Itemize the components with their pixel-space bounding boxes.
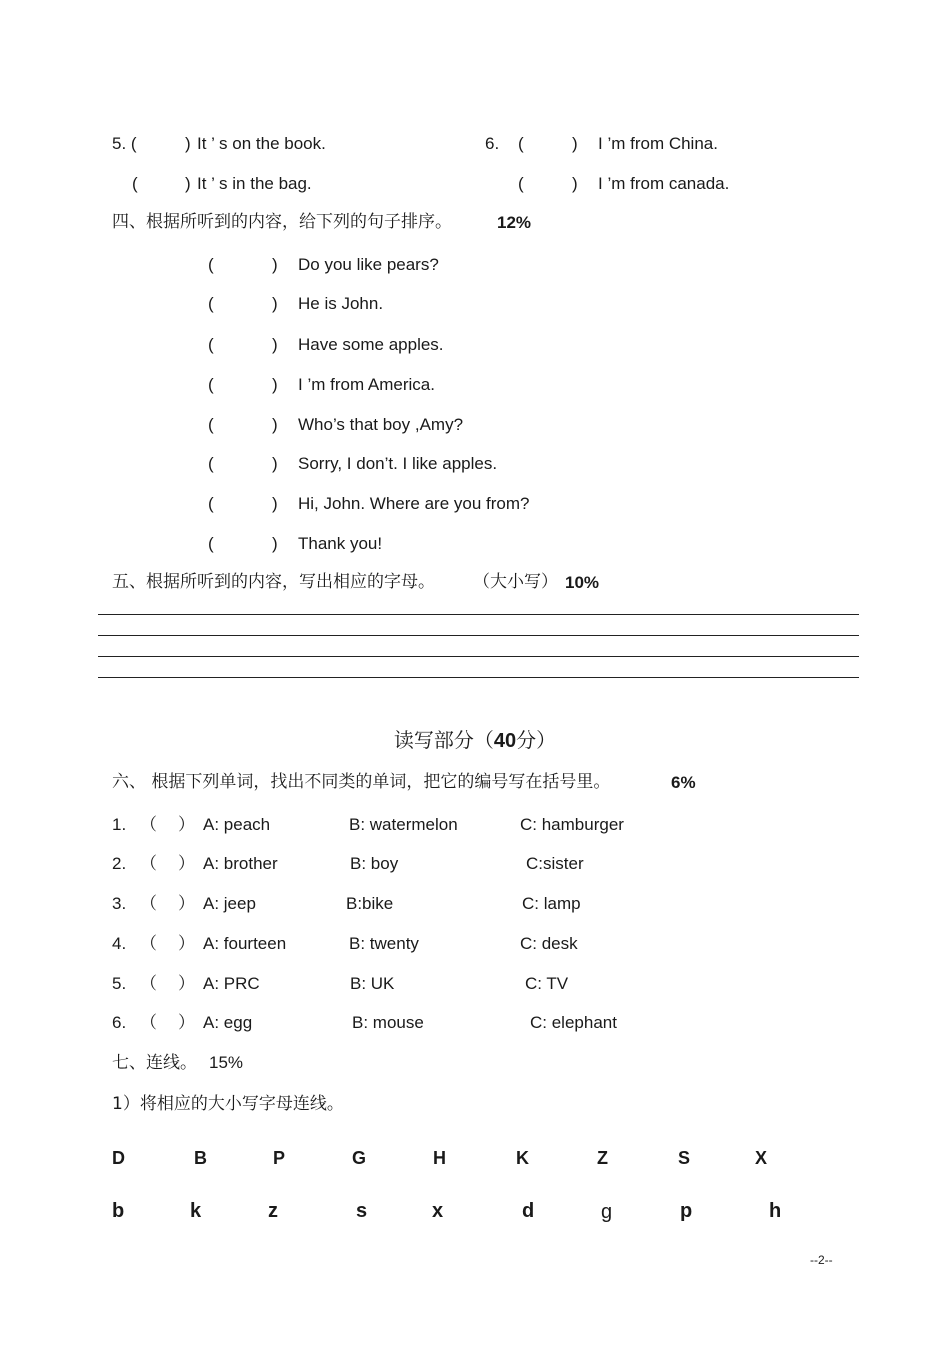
q6-b-bracket-close: ) bbox=[572, 174, 578, 193]
uppercase-letter[interactable]: G bbox=[352, 1148, 367, 1168]
lowercase-letter[interactable]: h bbox=[769, 1200, 782, 1222]
bracket-open: （ bbox=[140, 1013, 157, 1032]
uppercase-letter[interactable]: K bbox=[516, 1148, 529, 1168]
q5-number: 5. ( bbox=[112, 134, 137, 153]
section7-instruction: 1）将相应的大小写字母连线。 bbox=[112, 1094, 344, 1114]
lowercase-letter[interactable]: b bbox=[112, 1200, 125, 1222]
option-c: C: lamp bbox=[522, 894, 581, 913]
option-b: B: boy bbox=[350, 854, 399, 873]
writing-line[interactable] bbox=[98, 635, 859, 636]
q5-option-a: It ’ s on the book. bbox=[197, 134, 326, 153]
bracket-open: ( bbox=[208, 255, 214, 274]
q6-b-bracket-open: ( bbox=[518, 174, 524, 193]
option-a: A: PRC bbox=[203, 974, 260, 993]
row-number: 6. bbox=[112, 1013, 127, 1032]
uppercase-letter[interactable]: D bbox=[112, 1148, 125, 1168]
sentence-text: Sorry, I don’t. I like apples. bbox=[298, 454, 498, 473]
row-number: 4. bbox=[112, 934, 127, 953]
bracket-open: ( bbox=[208, 494, 214, 513]
option-c: C: elephant bbox=[530, 1013, 617, 1032]
option-b: B: UK bbox=[350, 974, 395, 993]
bracket-close: ) bbox=[272, 454, 278, 473]
option-a: A: fourteen bbox=[203, 934, 287, 953]
section7-score: 15% bbox=[209, 1053, 244, 1072]
option-c: C: hamburger bbox=[520, 815, 624, 834]
page-number: --2-- bbox=[810, 1253, 833, 1267]
bracket-close: ) bbox=[272, 294, 278, 313]
sentence-text: Do you like pears? bbox=[298, 255, 439, 274]
bracket-close: ) bbox=[272, 534, 278, 553]
row-number: 1. bbox=[112, 815, 127, 834]
q6-bracket-close: ) bbox=[572, 134, 578, 153]
q5-bracket-close: ) bbox=[185, 134, 191, 153]
section5-note: （大小写） bbox=[473, 572, 558, 592]
lowercase-letter[interactable]: p bbox=[680, 1200, 693, 1222]
bracket-open: ( bbox=[208, 454, 214, 473]
sentence-text: Who’s that boy ,Amy? bbox=[298, 415, 464, 434]
q5-b-bracket-open: ( bbox=[132, 174, 138, 193]
part-title-points: 40 bbox=[493, 730, 517, 752]
bracket-close: ） bbox=[178, 974, 195, 993]
section6-score: 6% bbox=[671, 773, 696, 792]
q6-number: 6. bbox=[485, 134, 500, 153]
option-b: B: mouse bbox=[352, 1013, 424, 1032]
option-a: A: egg bbox=[203, 1013, 253, 1032]
row-number: 2. bbox=[112, 854, 127, 873]
bracket-close: ) bbox=[272, 335, 278, 354]
sentence-text: Have some apples. bbox=[298, 335, 444, 354]
bracket-close: ） bbox=[178, 1013, 195, 1032]
bracket-close: ) bbox=[272, 494, 278, 513]
bracket-open: （ bbox=[140, 894, 157, 913]
uppercase-letter[interactable]: X bbox=[755, 1148, 768, 1168]
lowercase-letter[interactable]: z bbox=[268, 1200, 278, 1222]
part-title-post: 分） bbox=[516, 728, 557, 752]
section7-title: 七、连线。 bbox=[112, 1053, 197, 1073]
uppercase-letter[interactable]: Z bbox=[597, 1148, 608, 1168]
row-number: 3. bbox=[112, 894, 127, 913]
option-a: A: peach bbox=[203, 815, 271, 834]
sentence-text: He is John. bbox=[298, 294, 384, 313]
bracket-close: ） bbox=[178, 894, 195, 913]
writing-line[interactable] bbox=[98, 656, 859, 657]
lowercase-letter[interactable]: s bbox=[356, 1200, 368, 1222]
section5-score: 10% bbox=[565, 573, 600, 592]
writing-line[interactable] bbox=[98, 614, 859, 615]
lowercase-letter[interactable]: g bbox=[601, 1201, 613, 1223]
bracket-close: ) bbox=[272, 255, 278, 274]
row-number: 5. bbox=[112, 974, 127, 993]
option-b: B:bike bbox=[346, 894, 394, 913]
writing-line[interactable] bbox=[98, 677, 859, 678]
option-c: C: desk bbox=[520, 934, 578, 953]
lowercase-letter[interactable]: k bbox=[190, 1200, 202, 1222]
bracket-close: ） bbox=[178, 815, 195, 834]
lowercase-letter[interactable]: x bbox=[432, 1200, 444, 1222]
bracket-close: ) bbox=[272, 415, 278, 434]
q5-option-b: It ’ s in the bag. bbox=[197, 174, 312, 193]
option-a: A: brother bbox=[203, 854, 278, 873]
uppercase-letter[interactable]: S bbox=[678, 1148, 691, 1168]
bracket-open: （ bbox=[140, 974, 157, 993]
bracket-open: （ bbox=[140, 854, 157, 873]
option-c: C: TV bbox=[525, 974, 569, 993]
option-b: B: watermelon bbox=[349, 815, 458, 834]
section4-title: 四、根据所听到的内容，给下列的句子排序。 bbox=[112, 212, 452, 232]
lowercase-letter[interactable]: d bbox=[522, 1200, 535, 1222]
option-a: A: jeep bbox=[203, 894, 256, 913]
uppercase-letter[interactable]: B bbox=[194, 1148, 207, 1168]
uppercase-letter[interactable]: P bbox=[273, 1148, 286, 1168]
sentence-text: I ’m from America. bbox=[298, 375, 435, 394]
q6-option-b: I ’m from canada. bbox=[598, 174, 730, 193]
option-c: C:sister bbox=[526, 854, 584, 873]
bracket-open: ( bbox=[208, 534, 214, 553]
q5-b-bracket-close: ) bbox=[185, 174, 191, 193]
q6-bracket-open: ( bbox=[518, 134, 524, 153]
bracket-open: （ bbox=[140, 815, 157, 834]
bracket-open: ( bbox=[208, 415, 214, 434]
section6-title: 六、 根据下列单词，找出不同类的单词，把它的编号写在括号里。 bbox=[112, 772, 611, 792]
bracket-close: ） bbox=[178, 854, 195, 873]
option-b: B: twenty bbox=[349, 934, 419, 953]
bracket-open: ( bbox=[208, 294, 214, 313]
sentence-text: Thank you! bbox=[298, 534, 383, 553]
q6-option-a: I ’m from China. bbox=[598, 134, 718, 153]
bracket-open: ( bbox=[208, 335, 214, 354]
part-title bbox=[0, 728, 950, 753]
part-title-pre: 读写部分（ bbox=[393, 728, 494, 752]
bracket-open: ( bbox=[208, 375, 214, 394]
bracket-close: ） bbox=[178, 934, 195, 953]
uppercase-letter[interactable]: H bbox=[433, 1148, 446, 1168]
sentence-text: Hi, John. Where are you from? bbox=[298, 494, 530, 513]
section5-title: 五、根据所听到的内容，写出相应的字母。 bbox=[112, 572, 435, 592]
bracket-close: ) bbox=[272, 375, 278, 394]
section4-score: 12% bbox=[497, 213, 532, 232]
bracket-open: （ bbox=[140, 934, 157, 953]
